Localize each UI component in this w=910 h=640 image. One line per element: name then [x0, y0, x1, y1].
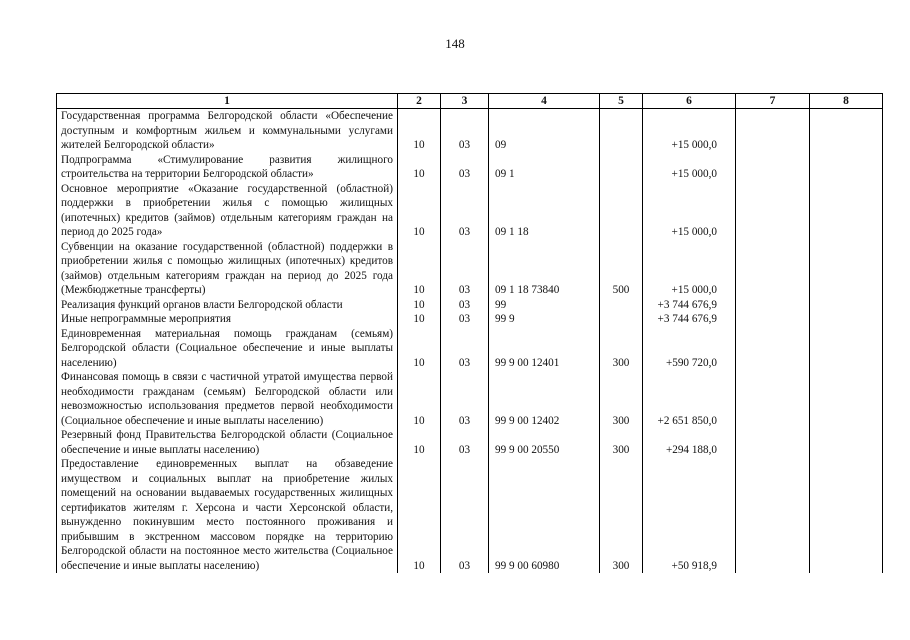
row-name-cell: Единовременная материальная помощь гражданам (семьям) Белгородской области (Социальное обеспечение и иные выплаты населению) — [57, 327, 398, 371]
expense-type-cell: 500 — [600, 240, 643, 298]
row-name-cell: Резервный фонд Правительства Белгородской области (Социальное обеспечение и иные выплаты населению) — [57, 428, 398, 457]
col-header-7: 7 — [736, 94, 810, 109]
podrazdel-cell: 03 — [441, 428, 489, 457]
expense-type-cell — [600, 109, 643, 153]
target-article-cell: 99 9 — [489, 312, 600, 327]
column-7-cell — [736, 370, 810, 428]
target-article-cell: 09 1 18 73840 — [489, 240, 600, 298]
column-7-cell — [736, 457, 810, 573]
amount-cell: +15 000,0 — [643, 240, 736, 298]
target-article-cell: 99 — [489, 298, 600, 313]
expense-type-cell — [600, 153, 643, 182]
budget-table — [56, 93, 883, 573]
column-7-cell — [736, 240, 810, 298]
row-name-cell: Подпрограмма «Стимулирование развития жилищного строительства на территории Белгородской области» — [57, 153, 398, 182]
col-header-1: 1 — [57, 94, 398, 109]
target-article-cell: 09 1 18 — [489, 182, 600, 240]
column-7-cell — [736, 182, 810, 240]
row-name-cell: Реализация функций органов власти Белгородской области — [57, 298, 398, 313]
col-header-2: 2 — [398, 94, 441, 109]
page-number: 148 — [445, 36, 465, 51]
col-header-8: 8 — [810, 94, 883, 109]
column-8-cell — [810, 298, 883, 313]
amount-cell: +294 188,0 — [643, 428, 736, 457]
amount-cell: +15 000,0 — [643, 182, 736, 240]
amount-cell: +2 651 850,0 — [643, 370, 736, 428]
column-8-cell — [810, 153, 883, 182]
table-header-row — [57, 94, 883, 109]
row-name-cell: Основное мероприятие «Оказание государственной (областной) поддержки в приобретении жилья с помощью жилищных (ипотечных) кредитов (займов) отдельным категориям граждан на период до 2025 года» — [57, 182, 398, 240]
row-name-cell: Иные непрограммные мероприятия — [57, 312, 398, 327]
amount-cell: +3 744 676,9 — [643, 312, 736, 327]
column-7-cell — [736, 153, 810, 182]
razdel-cell: 10 — [398, 457, 441, 573]
expense-type-cell — [600, 298, 643, 313]
amount-cell: +15 000,0 — [643, 109, 736, 153]
row-name-cell: Предоставление единовременных выплат на обзаведение имуществом и социальных выплат на приобретение жилых помещений на основании выдаваемых государственных жилищных сертификатов жителям г. Херсона и части Херсонской области, вынужденно покинувшим место постоянного проживания и прибывшим в экстренном массовом порядке на территорию Белгородской области на постоянное место жительства (Социальное обеспечение и иные выплаты населению) — [57, 457, 398, 573]
row-name-cell: Субвенции на оказание государственной (областной) поддержки в приобретении жилья с помощью жилищных (ипотечных) кредитов (займов) отдельным категориям граждан на период до 2025 года (Межбюджетные трансферты) — [57, 240, 398, 298]
razdel-cell: 10 — [398, 109, 441, 153]
podrazdel-cell: 03 — [441, 109, 489, 153]
podrazdel-cell: 03 — [441, 370, 489, 428]
amount-cell: +50 918,9 — [643, 457, 736, 573]
expense-type-cell: 300 — [600, 327, 643, 371]
expense-type-cell: 300 — [600, 370, 643, 428]
table-row — [57, 240, 883, 298]
table-row — [57, 370, 883, 428]
column-8-cell — [810, 240, 883, 298]
table-row — [57, 327, 883, 371]
table-row — [57, 182, 883, 240]
row-name-cell: Финансовая помощь в связи с частичной утратой имущества первой необходимости гражданам (семьям) Белгородской области или невозможностью использования предметов первой необходимости (Социальное обеспечение и иные выплаты населению) — [57, 370, 398, 428]
column-7-cell — [736, 327, 810, 371]
target-article-cell: 99 9 00 60980 — [489, 457, 600, 573]
col-header-6: 6 — [643, 94, 736, 109]
table-row — [57, 109, 883, 153]
expense-type-cell — [600, 312, 643, 327]
expense-type-cell: 300 — [600, 428, 643, 457]
razdel-cell: 10 — [398, 312, 441, 327]
column-8-cell — [810, 370, 883, 428]
table-row — [57, 428, 883, 457]
column-8-cell — [810, 109, 883, 153]
target-article-cell: 99 9 00 12401 — [489, 327, 600, 371]
amount-cell: +15 000,0 — [643, 153, 736, 182]
column-7-cell — [736, 428, 810, 457]
table-row — [57, 312, 883, 327]
row-name-cell: Государственная программа Белгородской области «Обеспечение доступным и комфортным жильем и коммунальными услугами жителей Белгородской области» — [57, 109, 398, 153]
amount-cell: +3 744 676,9 — [643, 298, 736, 313]
column-8-cell — [810, 182, 883, 240]
target-article-cell: 09 1 — [489, 153, 600, 182]
table-row — [57, 457, 883, 573]
podrazdel-cell: 03 — [441, 327, 489, 371]
target-article-cell: 99 9 00 12402 — [489, 370, 600, 428]
column-8-cell — [810, 327, 883, 371]
podrazdel-cell: 03 — [441, 457, 489, 573]
expense-type-cell — [600, 182, 643, 240]
column-7-cell — [736, 109, 810, 153]
column-8-cell — [810, 428, 883, 457]
razdel-cell: 10 — [398, 370, 441, 428]
column-7-cell — [736, 298, 810, 313]
amount-cell: +590 720,0 — [643, 327, 736, 371]
target-article-cell: 99 9 00 20550 — [489, 428, 600, 457]
column-8-cell — [810, 312, 883, 327]
podrazdel-cell: 03 — [441, 312, 489, 327]
razdel-cell: 10 — [398, 298, 441, 313]
col-header-5: 5 — [600, 94, 643, 109]
table-body — [57, 109, 883, 574]
column-7-cell — [736, 312, 810, 327]
razdel-cell: 10 — [398, 153, 441, 182]
podrazdel-cell: 03 — [441, 182, 489, 240]
col-header-4: 4 — [489, 94, 600, 109]
expense-type-cell: 300 — [600, 457, 643, 573]
podrazdel-cell: 03 — [441, 298, 489, 313]
razdel-cell: 10 — [398, 240, 441, 298]
podrazdel-cell: 03 — [441, 153, 489, 182]
target-article-cell: 09 — [489, 109, 600, 153]
table-row — [57, 298, 883, 313]
podrazdel-cell: 03 — [441, 240, 489, 298]
razdel-cell: 10 — [398, 182, 441, 240]
razdel-cell: 10 — [398, 327, 441, 371]
col-header-3: 3 — [441, 94, 489, 109]
razdel-cell: 10 — [398, 428, 441, 457]
table-row — [57, 153, 883, 182]
column-8-cell — [810, 457, 883, 573]
